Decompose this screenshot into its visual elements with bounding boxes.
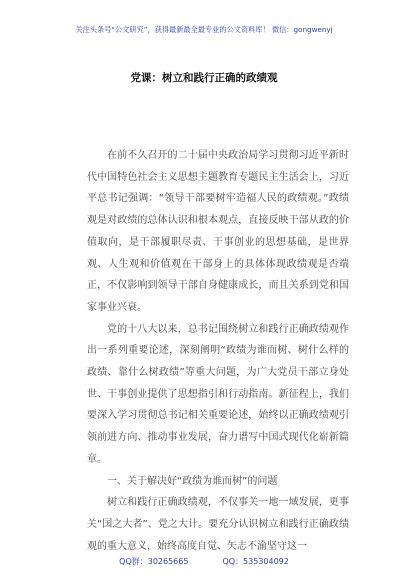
document-body [87,145,349,557]
footer [0,556,408,567]
paragraph: 党的十八大以来，总书记围绕树立和践行正确政绩观作出一系列重要论述，深刻阐明“政绩为谁而树、树什么样的政绩、靠什么树政绩”等重大问题，为广大党员干部立身处世、干事创业提供了思想指引和行动指南。新征程上，我们要深入学习贯彻总书记相关重要论述，始终以正确政绩观引领前进方向、推动事业发展，奋力谱写中国式现代化崭新篇章。 [87,323,349,465]
document-title: 党课：树立和践行正确的政绩观 [130,72,278,84]
paragraph: 树立和践行正确政绩观，不仅事关一地一域发展，更事关“国之大者”、党之大计。要充分认识树立和践行正确政绩观的重大意义，始终高度自觉、矢志不渝坚守这一 [87,497,349,552]
section-heading: 一、关于解决好“政绩为谁而树”的问题 [107,475,278,487]
footer-qq-contact: QQ：535304092 [222,557,289,566]
paragraph: 在前不久召开的二十届中央政治局学习贯彻习近平新时代中国特色社会主义思想主题教育专题民主生活会上，习近平总书记强调：“领导干部要树牢造福人民的政绩观。”政绩观是对政绩的总体认识和根本观点，直接反映干部从政的价值取向，是干部履职尽责、干事创业的思想基础，是世界观、人生观和价值观在干部身上的具体体现政绩观是否端正，不仅影响到领导干部自身健康成长，而且关系到党和国家事业兴衰。 [87,150,349,313]
footer-qq-group: QQ群：30265665 [119,557,189,566]
header-banner: 关注头条号“公文研究”，获得最新最全最专业的公文资料库！ 微信：gongwenyj [75,25,333,34]
